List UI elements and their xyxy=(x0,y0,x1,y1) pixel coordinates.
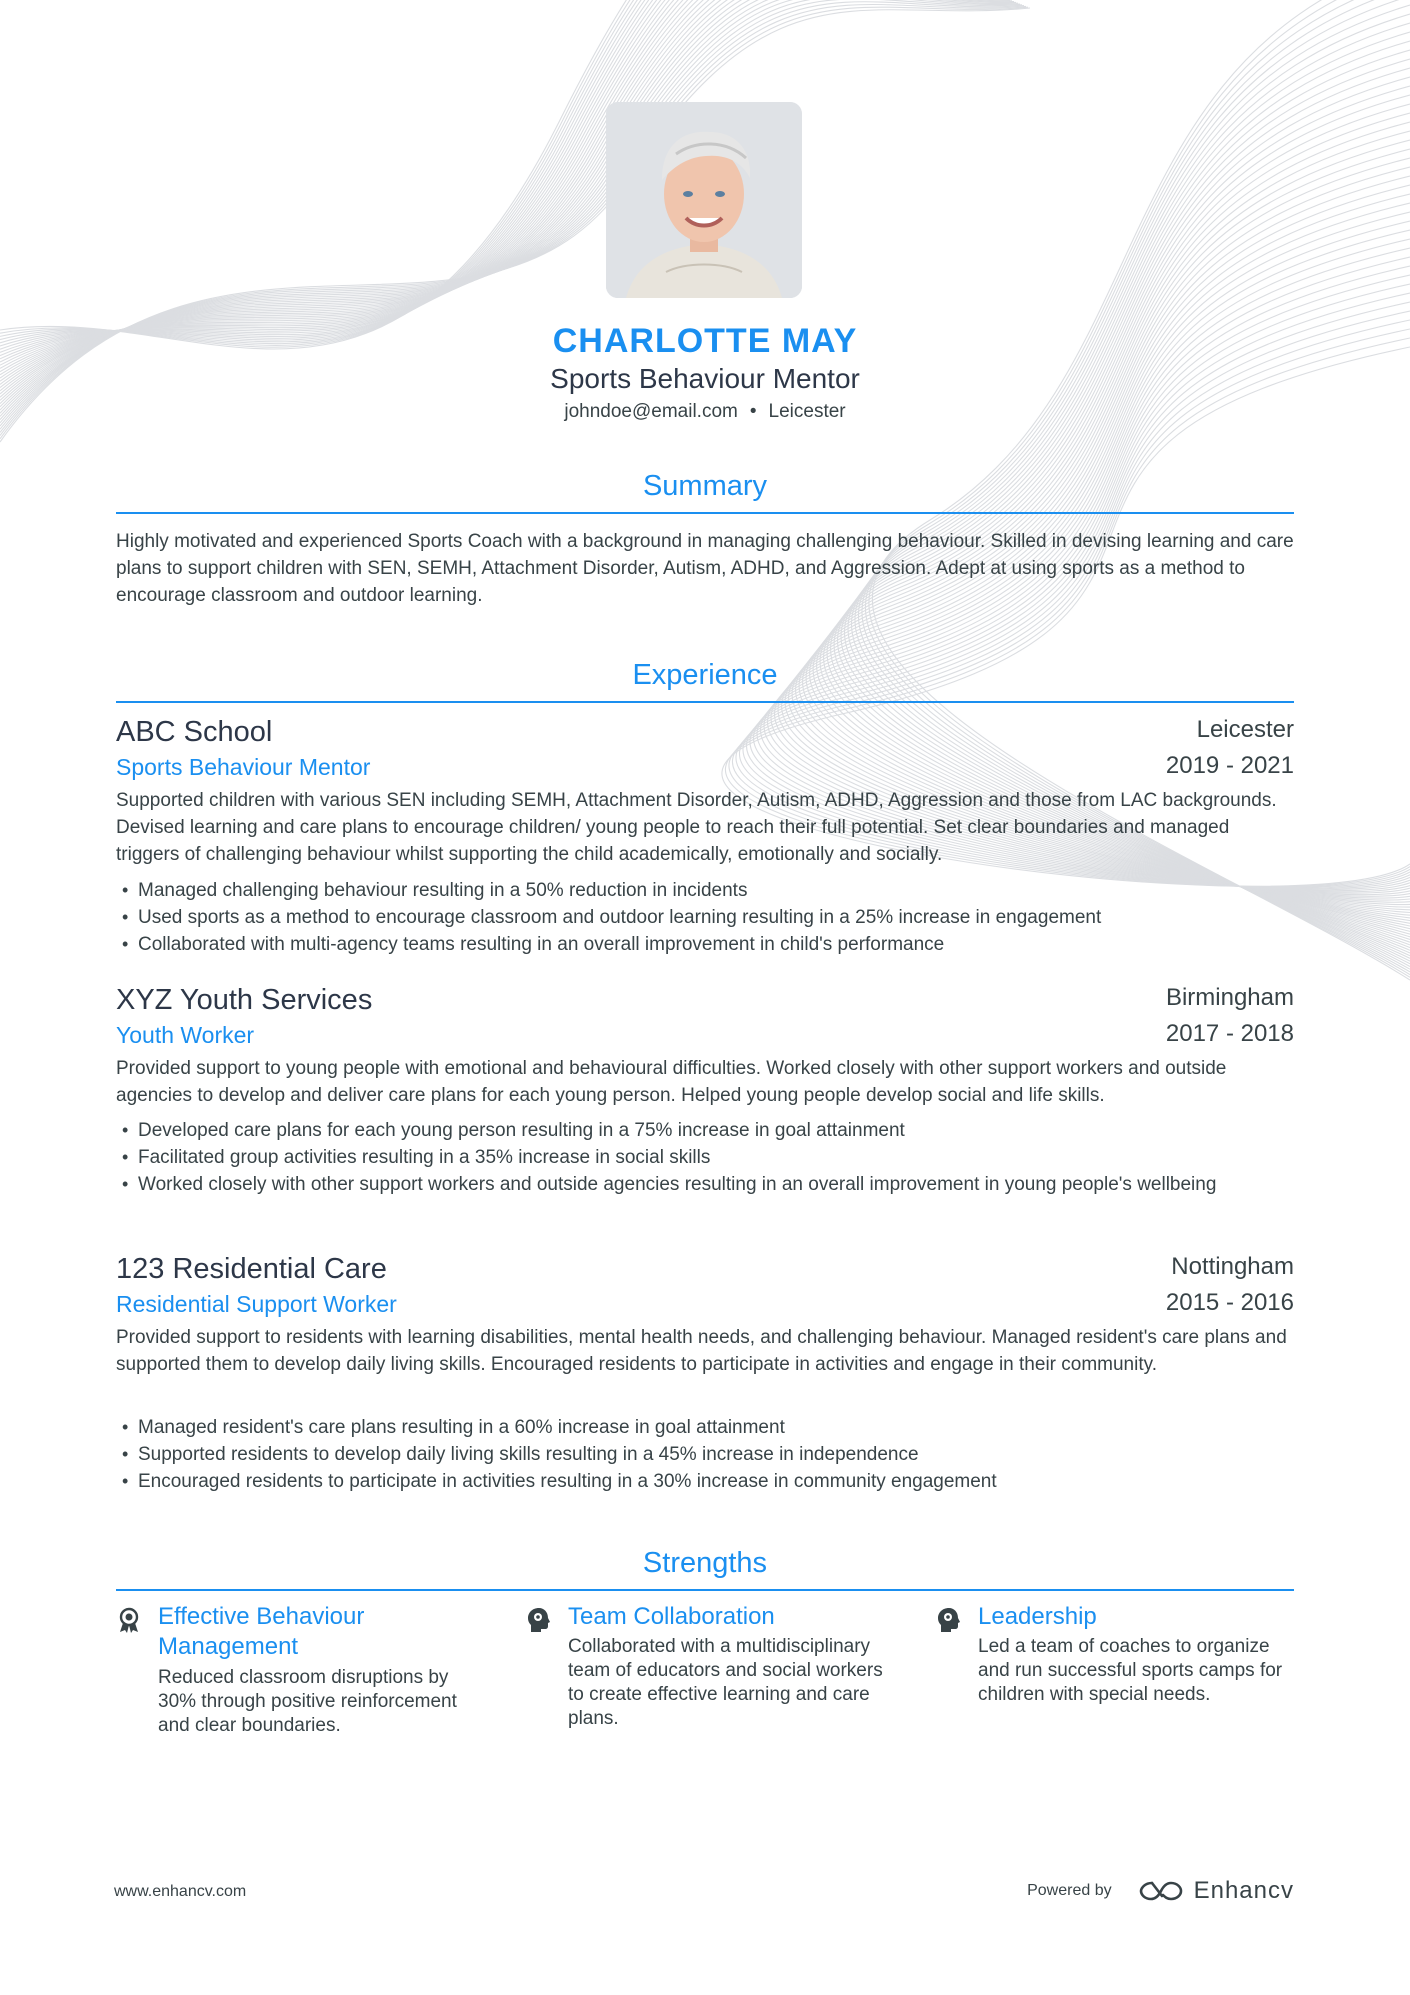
job-description: Provided support to residents with learning disabilities, mental health needs, and challenging behaviour. Managed resident's care plans and supported them to develop daily living skills. Encouraged residents to participate in activities and engage in their community. xyxy=(116,1327,1287,1375)
candidate-name: CHARLOTTE MAY xyxy=(552,322,858,360)
contact-email[interactable]: johndoe@email.com xyxy=(564,401,738,422)
achievement-list xyxy=(116,877,1294,958)
achievement-item: • Managed challenging behaviour resulting in a 50% reduction in incidents xyxy=(116,877,1294,904)
achievement-list xyxy=(116,1117,1294,1198)
strengths-section-title: Strengths xyxy=(642,1547,768,1579)
job-description: Supported children with various SEN including SEMH, Attachment Disorder, Autism, ADHD, Aggression and those from LAC backgrounds. Devised learning and care plans to encourage children/ young people to reach their full potential. Set clear boundaries and managed triggers of challenging behaviour whilst supporting the child academically, emotionally and socially. xyxy=(116,790,1277,865)
experience-divider xyxy=(116,701,1294,703)
achievement-item: • Worked closely with other support workers and outside agencies resulting in an overall improvement in young people's wellbeing xyxy=(116,1171,1294,1198)
company-name: XYZ Youth Services xyxy=(116,984,373,1016)
experience-entry xyxy=(116,984,1294,1229)
powered-by-label: Powered by xyxy=(1027,1882,1112,1899)
enhancv-logo-icon xyxy=(1138,1878,1184,1904)
achievement-item: • Developed care plans for each young person resulting in a 75% increase in goal attainment xyxy=(116,1117,1294,1144)
company-name: 123 Residential Care xyxy=(116,1253,387,1285)
summary-divider xyxy=(116,512,1294,514)
strength-description: Collaborated with a multidisciplinary team of educators and social workers to create effective learning and care plans. xyxy=(568,1636,883,1729)
achievement-item: • Used sports as a method to encourage classroom and outdoor learning resulting in a 25% increase in engagement xyxy=(116,904,1294,931)
strengths-divider xyxy=(116,1589,1294,1591)
summary-section-title: Summary xyxy=(642,470,768,502)
experience-section-title: Experience xyxy=(632,659,778,691)
experience-entry xyxy=(116,1253,1294,1498)
job-dates: 2017 - 2018 xyxy=(1165,1020,1294,1047)
head-brain-icon xyxy=(526,1606,552,1634)
experience-entry xyxy=(116,716,1294,961)
job-description: Provided support to young people with emotional and behavioural difficulties. Worked closely with other support workers and outside agencies to develop and deliver care plans for each young person. Helped young people develop social and life skills. xyxy=(116,1058,1227,1106)
job-location: Leicester xyxy=(1196,716,1294,743)
job-dates: 2019 - 2021 xyxy=(1165,752,1294,779)
strength-description: Reduced classroom disruptions by 30% through positive reinforcement and clear boundaries. xyxy=(158,1667,457,1736)
contact-location: Leicester xyxy=(768,401,846,422)
candidate-headline: Sports Behaviour Mentor xyxy=(550,363,860,394)
strength-title: Leadership xyxy=(978,1603,1097,1630)
footer-website[interactable]: www.enhancv.com xyxy=(114,1883,247,1900)
portrait-image xyxy=(606,102,802,298)
job-title: Youth Worker xyxy=(116,1022,255,1048)
contact-separator: • xyxy=(749,401,757,422)
strength-item xyxy=(526,1602,883,1772)
achievement-item: • Encouraged residents to participate in activities resulting in a 30% increase in community engagement xyxy=(116,1468,1294,1495)
achievement-list xyxy=(116,1414,1294,1495)
strength-title: Effective Behaviour Management xyxy=(158,1603,365,1660)
footer-branding xyxy=(1027,1877,1294,1905)
head-brain-icon xyxy=(936,1606,962,1634)
job-location: Nottingham xyxy=(1171,1253,1294,1280)
profile-photo xyxy=(606,102,802,298)
award-ribbon-icon xyxy=(116,1606,142,1634)
job-dates: 2015 - 2016 xyxy=(1165,1289,1294,1316)
achievement-item: • Collaborated with multi-agency teams resulting in an overall improvement in child's performance xyxy=(116,931,1294,958)
job-title: Residential Support Worker xyxy=(116,1291,397,1317)
enhancv-brand-name: Enhancv xyxy=(1193,1877,1294,1904)
strength-description: Led a team of coaches to organize and run successful sports camps for children with special needs. xyxy=(978,1636,1283,1705)
job-location: Birmingham xyxy=(1165,984,1294,1011)
company-name: ABC School xyxy=(116,716,273,748)
strength-title: Team Collaboration xyxy=(568,1603,775,1630)
achievement-item: • Managed resident's care plans resulting in a 60% increase in goal attainment xyxy=(116,1414,1294,1441)
job-title: Sports Behaviour Mentor xyxy=(116,754,371,780)
achievement-item: • Supported residents to develop daily living skills resulting in a 45% increase in independence xyxy=(116,1441,1294,1468)
contact-line xyxy=(0,401,1410,423)
strength-item xyxy=(936,1602,1286,1772)
achievement-item: • Facilitated group activities resulting in a 35% increase in social skills xyxy=(116,1144,1294,1171)
summary-text: Highly motivated and experienced Sports Coach with a background in managing challenging behaviour. Skilled in devising learning and care plans to support children with SEN, SEMH, Attachment Disorder, Autism, ADHD, and Aggression. Adept at using sports as a method to encourage classroom and outdoor learning. xyxy=(116,531,1294,606)
strength-item xyxy=(116,1602,466,1772)
